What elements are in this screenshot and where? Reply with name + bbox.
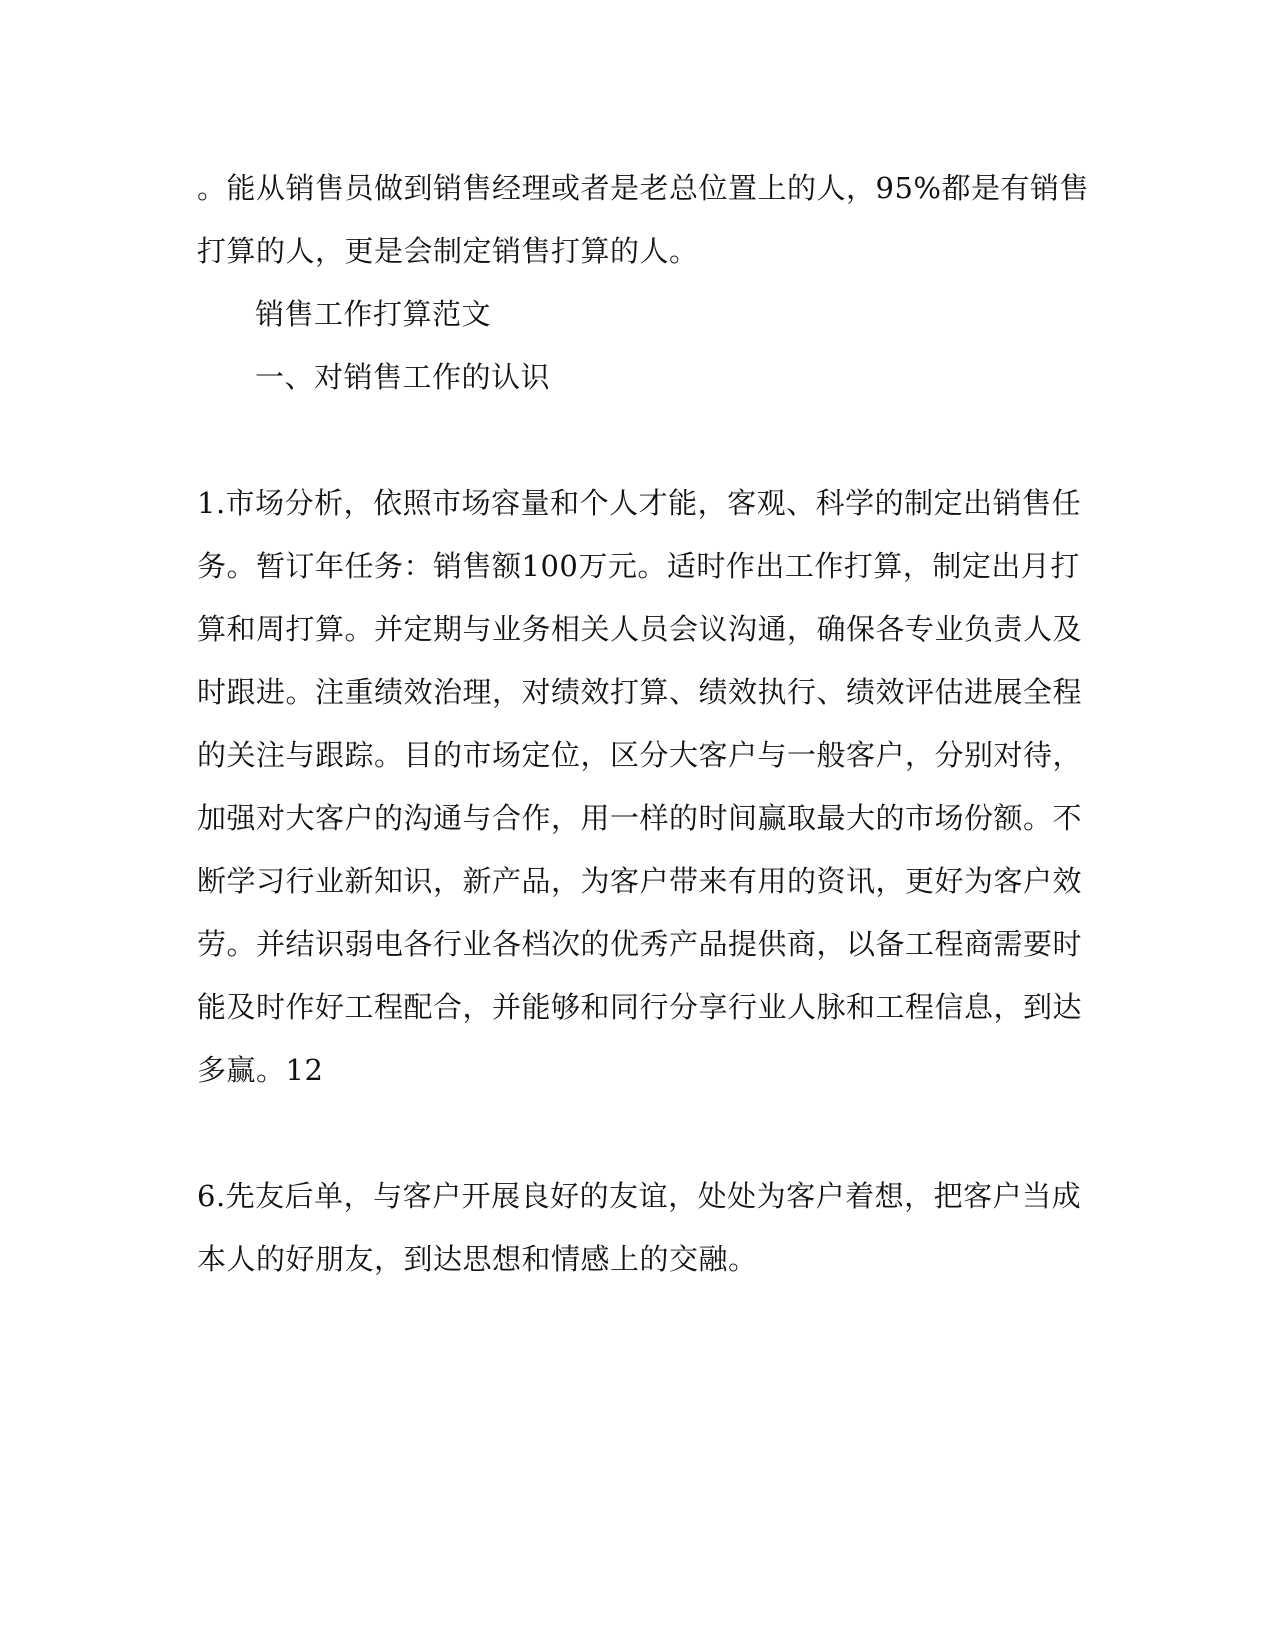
item1-line-8: 劳。并结识弱电各行业各档次的优秀产品提供商，以备工程商需要时 xyxy=(197,927,1083,961)
item1-line-3: 算和周打算。并定期与业务相关人员会议沟通，确保各专业负责人及 xyxy=(197,612,1083,646)
item1-line-7: 断学习行业新知识，新产品，为客户带来有用的资讯，更好为客户效 xyxy=(197,864,1083,898)
item1-line-5: 的关注与跟踪。目的市场定位，区分大客户与一般客户，分别对待， xyxy=(197,738,1083,772)
item1-line-10: 多赢。12 xyxy=(197,1053,324,1087)
document-title: 销售工作打算范文 xyxy=(255,297,492,331)
intro-line-2: 打算的人，更是会制定销售打算的人。 xyxy=(197,234,699,268)
item1-line-4: 时跟进。注重绩效治理，对绩效打算、绩效执行、绩效评估进展全程 xyxy=(197,675,1083,709)
item1-line-9: 能及时作好工程配合，并能够和同行分享行业人脉和工程信息，到达 xyxy=(197,990,1083,1024)
intro-line-1: 。能从销售员做到销售经理或者是老总位置上的人，95%都是有销售 xyxy=(197,171,1089,205)
item6-line-1: 6.先友后单，与客户开展良好的友谊，处处为客户着想，把客户当成 xyxy=(197,1179,1082,1213)
item1-line-6: 加强对大客户的沟通与合作，用一样的时间赢取最大的市场份额。不 xyxy=(197,801,1083,835)
item6-line-2: 本人的好朋友，到达思想和情感上的交融。 xyxy=(197,1242,758,1276)
section-heading: 一、对销售工作的认识 xyxy=(255,360,551,394)
item1-line-2: 务。暂订年任务：销售额100万元。适时作出工作打算，制定出月打 xyxy=(197,549,1080,583)
item1-line-1: 1.市场分析，依照市场容量和个人才能，客观、科学的制定出销售任 xyxy=(197,486,1082,520)
